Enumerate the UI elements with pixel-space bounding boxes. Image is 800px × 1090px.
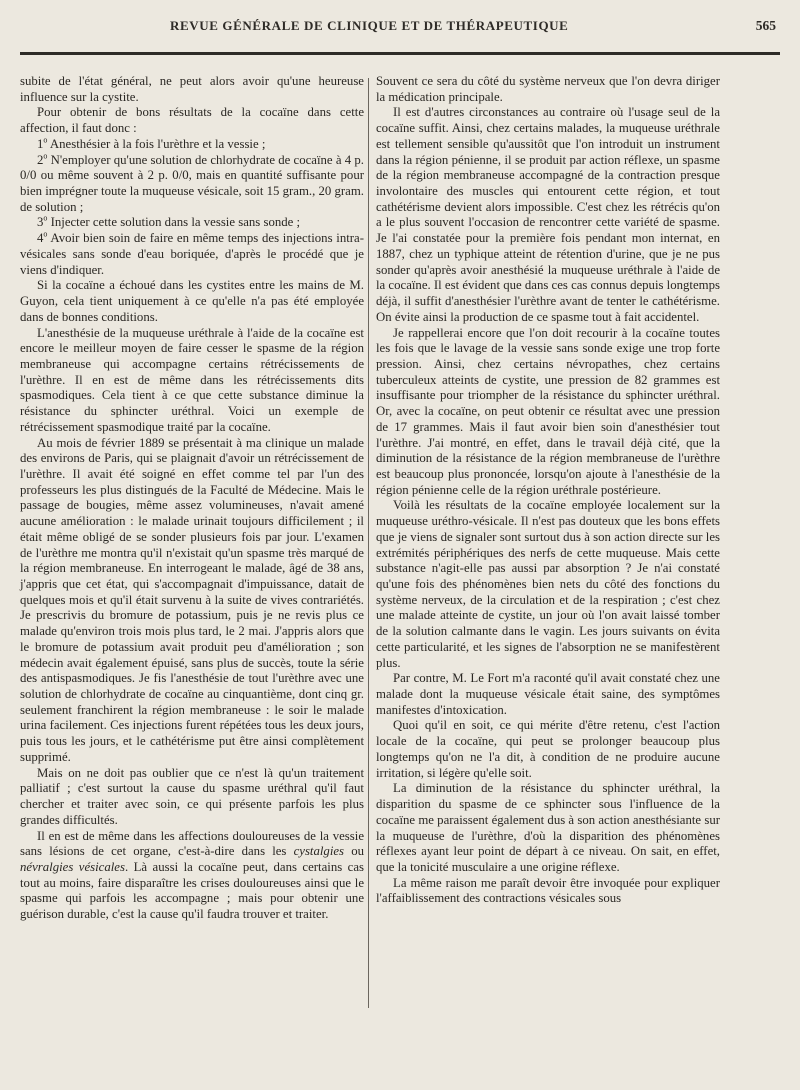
column-divider <box>368 78 369 1008</box>
list-item <box>20 153 364 216</box>
paragraph <box>20 829 364 923</box>
item-number: 4 <box>37 231 44 246</box>
item-text: Injecter cette solution dans la vessie sans sonde ; <box>47 215 301 230</box>
ordinal-mark: o <box>43 135 48 145</box>
text-run: ou <box>344 844 364 859</box>
list-item <box>20 137 364 153</box>
ordinal-mark: o <box>43 229 48 239</box>
paragraph: Par contre, M. Le Fort m'a raconté qu'il avait constaté chez une malade dont la muqueuse vésicale était saine, des symptômes manifestes d'intoxication. <box>376 671 720 717</box>
paragraph: Voilà les résultats de la cocaïne employée localement sur la muqueuse uréthro-vésicale. Il n'est pas douteux que les bons effets que je viens de signaler sont surtout dus à son action directe sur les extrémités périphériques des nerfs de cette muqueuse. Mais cette substance n'agit-elle pas aussi par absorption ? Je n'ai constaté qu'une fois des phénomènes bien nets du côté des fonctions du système nerveux, de la circulation et de la respiration ; c'est chez une malade atteinte de cystite, un jour où l'on avait laissé tomber de la solution calmante dans le vagin. Les jours suivants on évita cette particularité, et les signes de l'absorption ne se manifestèrent plus. <box>376 498 720 670</box>
paragraph: La diminution de la résistance du sphincter uréthral, la disparition du spasme de ce sphincter sous l'influence de la cocaïne me paraissent également dus à son action anesthésiante sur la muqueuse de l'urèthre, d'où la disparition des phénomènes réflexes ayant leur point de départ à ce niveau. On sait, en effet, que la tonicité musculaire a une origine réflexe. <box>376 781 720 874</box>
paragraph: Je rappellerai encore que l'on doit recourir à la cocaïne toutes les fois que le lavage de la vessie sans sonde exige une trop forte pression. Ainsi, chez certains névropathes, chez certains tuberculeux atteints de cystite, une pression de 82 grammes est insuffisante pour triompher de la résistance du sphincter uréthral. Or, avec la cocaïne, on peut obtenir ce résultat avec une pression de 17 grammes. Mais il faut avoir bien soin d'anesthésier tout l'urèthre. J'ai montré, en effet, dans le travail déjà cité, que la diminution de la résistance de la région membraneuse de l'urèthre est beaucoup plus prononcée, lorsqu'on ajoute à l'anesthésie de la région pénienne celle de la région uréthrale postérieure. <box>376 325 720 497</box>
list-item <box>20 231 364 278</box>
running-title: REVUE GÉNÉRALE DE CLINIQUE ET DE THÉRAPEUTIQUE <box>170 18 569 33</box>
item-number: 1 <box>37 136 44 151</box>
paragraph: subite de l'état général, ne peut alors avoir qu'une heureuse influence sur la cystite. <box>20 74 364 104</box>
italic-term: névralgies vésicales <box>20 859 125 874</box>
page-header <box>0 18 800 42</box>
paragraph: Si la cocaïne a échoué dans les cystites entre les mains de M. Guyon, cela tient uniquement à ce qu'elle n'a pas été employée dans de bonnes conditions. <box>20 278 364 324</box>
item-number: 2 <box>37 152 44 167</box>
text-run: . Là aussi la cocaïne peut, dans certains cas tout au moins, faire disparaître les crises douloureuses ainsi que le spasme qui parfois les accompagne ; mais pour obtenir une guérison durable, c'est la cause qu'il faudra trouver et traiter. <box>20 859 364 922</box>
item-text: N'employer qu'une solution de chlorhydrate de cocaïne à 4 p. 0/0 ou même souvent à 2 p. 0/0, mais en quantité suffisante pour bien imprégner toute la muqueuse vésicale, soit 15 gram., 20 gram. de solution ; <box>20 152 364 214</box>
paragraph: Quoi qu'il en soit, ce qui mérite d'être retenu, c'est l'action locale de la cocaïne, qui peut se prolonger beaucoup plus longtemps qu'on ne l'a dit, à condition de ne produire aucune irritation, si légère qu'elle soit. <box>376 718 720 780</box>
page-number: 565 <box>755 18 776 33</box>
left-column <box>20 74 364 923</box>
paragraph: Souvent ce sera du côté du système nerveux que l'on devra diriger la médication principale. <box>376 74 720 104</box>
list-item <box>20 215 364 231</box>
paragraph: Mais on ne doit pas oublier que ce n'est là qu'un traitement palliatif ; c'est surtout la cause du spasme uréthral qu'il faut chercher et traiter avec soin, ce qui présente parfois les plus grandes difficultés. <box>20 765 364 827</box>
item-text: Avoir bien soin de faire en même temps des injections intra-vésicales sans sonde d'eau boriquée, d'après le procédé que je viens d'indiquer. <box>20 231 364 277</box>
header-rule <box>20 52 780 55</box>
paragraph: L'anesthésie de la muqueuse uréthrale à l'aide de la cocaïne est encore le meilleur moyen de faire cesser le spasme de la région membraneuse qui accompagne certains rétrécissements de l'urèthre. Il en est de même dans les rétrécissements dits spasmodiques. Cela tient à ce que cette substance diminue la résistance du sphincter uréthral. Voici un exemple de rétrécissement spasmodique traité par la cocaïne. <box>20 325 364 434</box>
paragraph: Pour obtenir de bons résultats de la cocaïne dans cette affection, il faut donc : <box>20 105 364 136</box>
paragraph: Au mois de février 1889 se présentait à ma clinique un malade des environs de Paris, qui se plaignait d'avoir un rétrécissement de l'urèthre. Il avait été soigné en effet comme tel par l'un des professeurs les plus distingués de la Faculté de Médecine. Mais le passage de bougies, même assez volumineuses, n'avait amené aucune amélioration : le malade urinait toujours difficilement ; il était même obligé de se sonder plusieurs fois par jour. L'examen de l'urèthre me montra qu'il n'existait qu'un spasme très marqué de la région membraneuse. En interrogeant le malade, âgé de 38 ans, j'appris que cet état, qui s'accompagnait d'impuissance, datait de quelques mois et qu'il était survenu à la suite de vives contrariétés. Je prescrivis du bromure de potassium, puis je ne revis plus ce malade qu'environ trois mois plus tard, le 2 mai. J'appris alors que le bromure de potassium avait produit peu d'amélioration ; son médecin avait également épuisé, sans plus de succès, toute la série des antispasmodiques. Je fis l'anesthésie de tout l'urèthre avec une solution de chlorhydrate de cocaïne au cinquantième, dont cinq gr. seulement franchirent la région membraneuse : le soir le malade urina facilement. Ces injections furent répétées tous les deux jours, puis tous les jours, et le cathétérisme put être ainsi complètement supprimé. <box>20 435 364 764</box>
paragraph: Il est d'autres circonstances au contraire où l'usage seul de la cocaïne suffit. Ainsi, chez certains malades, la muqueuse uréthrale est tellement sensible qu'aussitôt que l'on introduit un instrument dans la région pénienne, il se produit par action réflexe, un spasme de la région membraneuse accompagné de la contraction presque involontaire des muscles qui entourent cette région, et tout cathétérisme devient alors impossible. C'est chez les rétrécis qu'on a le plus souvent l'occasion de rencontrer cette variété de spasme. Je l'ai constatée pour la première fois pendant mon internat, en 1887, chez un typhique atteint de rétention d'urine, que je ne pus sonder qu'après avoir anesthésié la muqueuse uréthrale à l'aide de la cocaïne. Il est évident que dans ces cas connus depuis longtemps déjà, il suffit d'anesthésier l'urèthre avant de tenter le cathétérisme. On évite ainsi la production de ce spasme tout à fait accidentel. <box>376 105 720 324</box>
paragraph: La même raison me paraît devoir être invoquée pour expliquer l'affaiblissement des contractions vésicales sous <box>376 875 720 906</box>
item-text: Anesthésier à la fois l'urèthre et la vessie ; <box>47 136 266 151</box>
item-number: 3 <box>37 215 44 230</box>
ordinal-mark: o <box>43 151 48 161</box>
ordinal-mark: o <box>43 214 48 224</box>
right-column <box>376 74 720 907</box>
italic-term: cystalgies <box>293 844 345 859</box>
text-run: Il en est de même dans les affections douloureuses de la vessie sans lésions de cet organe, c'est-à-dire dans les <box>20 828 364 859</box>
